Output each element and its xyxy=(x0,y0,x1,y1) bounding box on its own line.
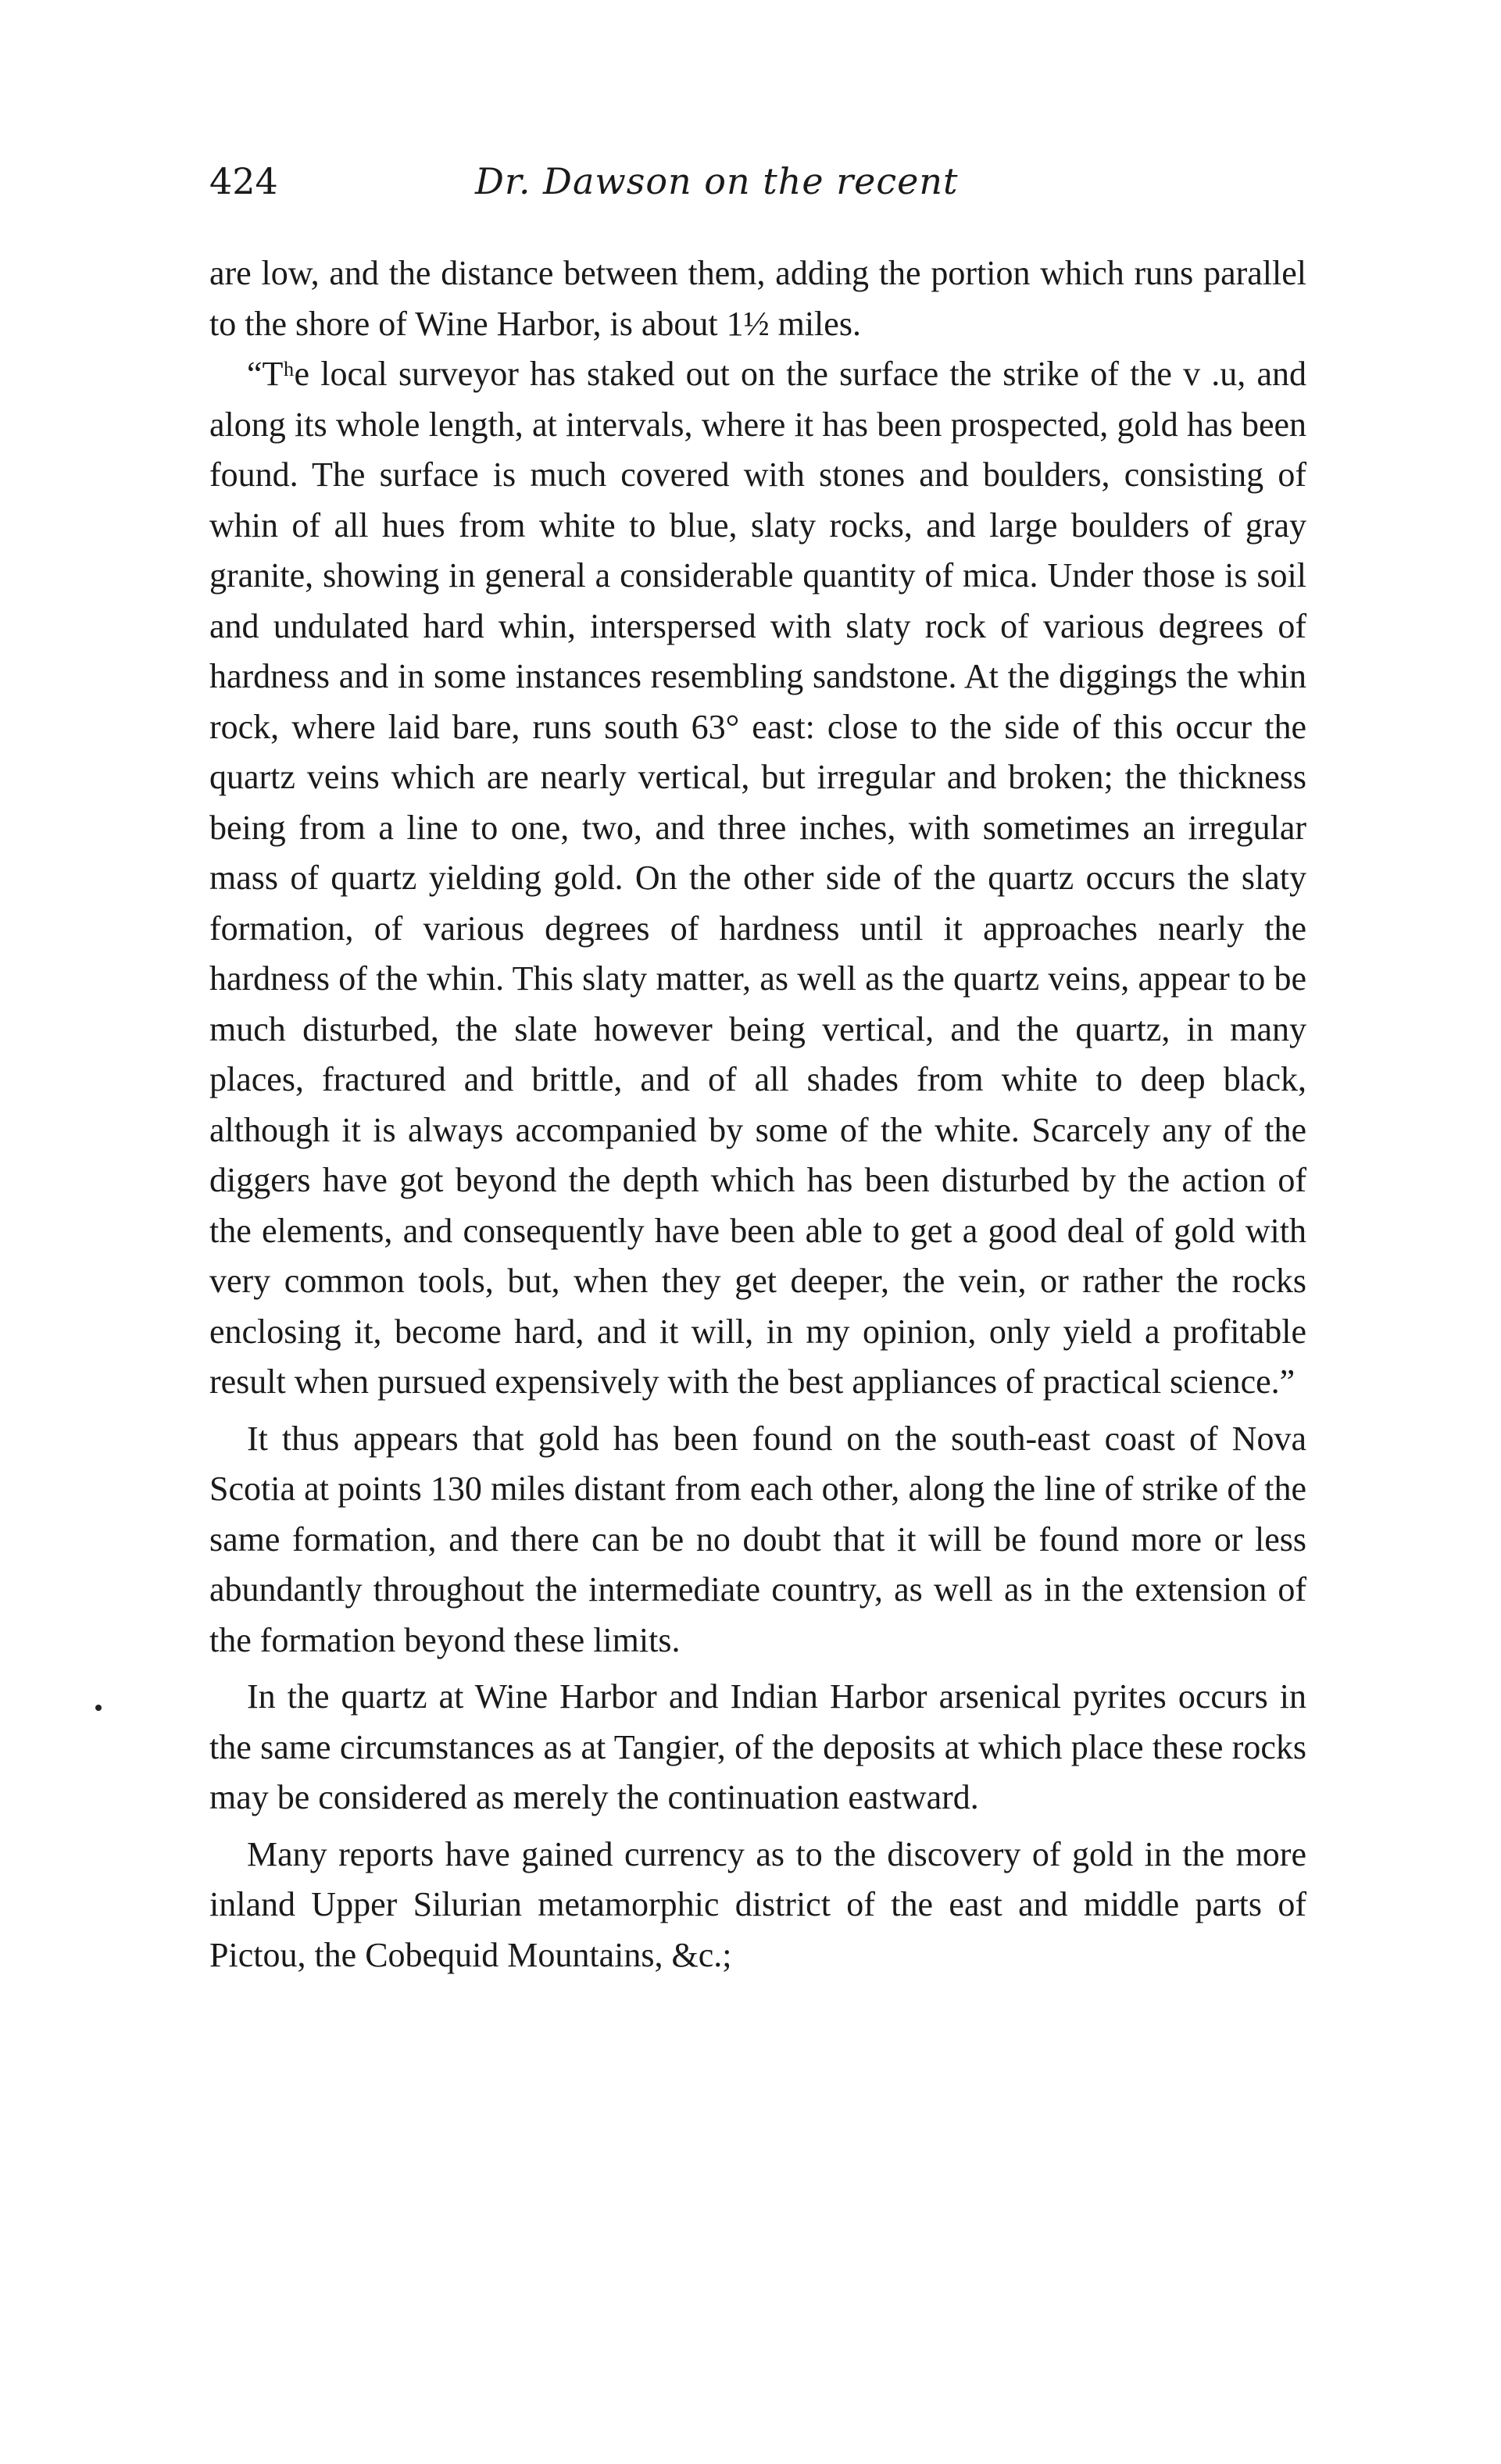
running-title: Dr. Dawson on the recent xyxy=(475,160,959,202)
body-text xyxy=(209,248,1306,1980)
running-head xyxy=(209,160,1303,223)
paragraph: In the quartz at Wine Harbor and Indian Harbor arsenical pyrites occurs in the same circumstances as at Tangier, of the deposits at which place these rocks may be considered as merely the continuation eastward. xyxy=(209,1677,1306,1816)
paragraph-quotation: “Tʰe local surveyor has staked out on the surface the strike of the v .u, and along its whole length, at intervals, where it has been prospected, gold has been found. The surface is much covered with stones and boulders, consisting of whin of all hues from white to blue, slaty rocks, and large boulders of gray granite, showing in general a considerable quantity of mica. Under those is soil and undulated hard whin, interspersed with slaty rock of various degrees of hardness and in some instances resembling sandstone. At the diggings the whin rock, where laid bare, runs south 63° east: close to the side of this occur the quartz veins which are nearly vertical, but irregular and broken; the thickness being from a line to one, two, and three inches, with sometimes an irregular mass of quartz yielding gold. On the other side of the quartz occurs the slaty formation, of various degrees of hardness until it approaches nearly the hardness of the whin. This slaty matter, as well as the quartz veins, appear to be much disturbed, the slate however being vertical, and the quartz, in many places, fractured and brittle, and of all shades from white to deep black, although it is always accompanied by some of the white. Scarcely any of the diggers have got beyond the depth which has been disturbed by the action of the elements, and consequently have been able to get a good deal of gold with very common tools, but, when they get deeper, the vein, or rather the rocks enclosing it, become hard, and it will, in my opinion, only yield a profitable result when pursued expensively with the best appliances of practical science.” xyxy=(209,355,1306,1401)
paragraph: It thus appears that gold has been found on the south-east coast of Nova Scotia at points 130 miles distant from each other, along the line of strike of the same formation, and there can be no doubt that it will be found more or less abundantly throughout the intermediate country, as well as in the extension of the formation beyond these limits. xyxy=(209,1419,1306,1659)
margin-mark xyxy=(95,1705,102,1711)
page-number: 424 xyxy=(209,160,278,202)
paragraph-continuation: are low, and the distance between them, adding the portion which runs parallel to the shore of Wine Harbor, is about 1½ miles. xyxy=(209,254,1306,343)
paragraph: Many reports have gained currency as to the discovery of gold in the more inland Upper Silurian metamorphic district of the east and middle parts of Pictou, the Cobequid Mountains, &c.; xyxy=(209,1834,1306,1974)
